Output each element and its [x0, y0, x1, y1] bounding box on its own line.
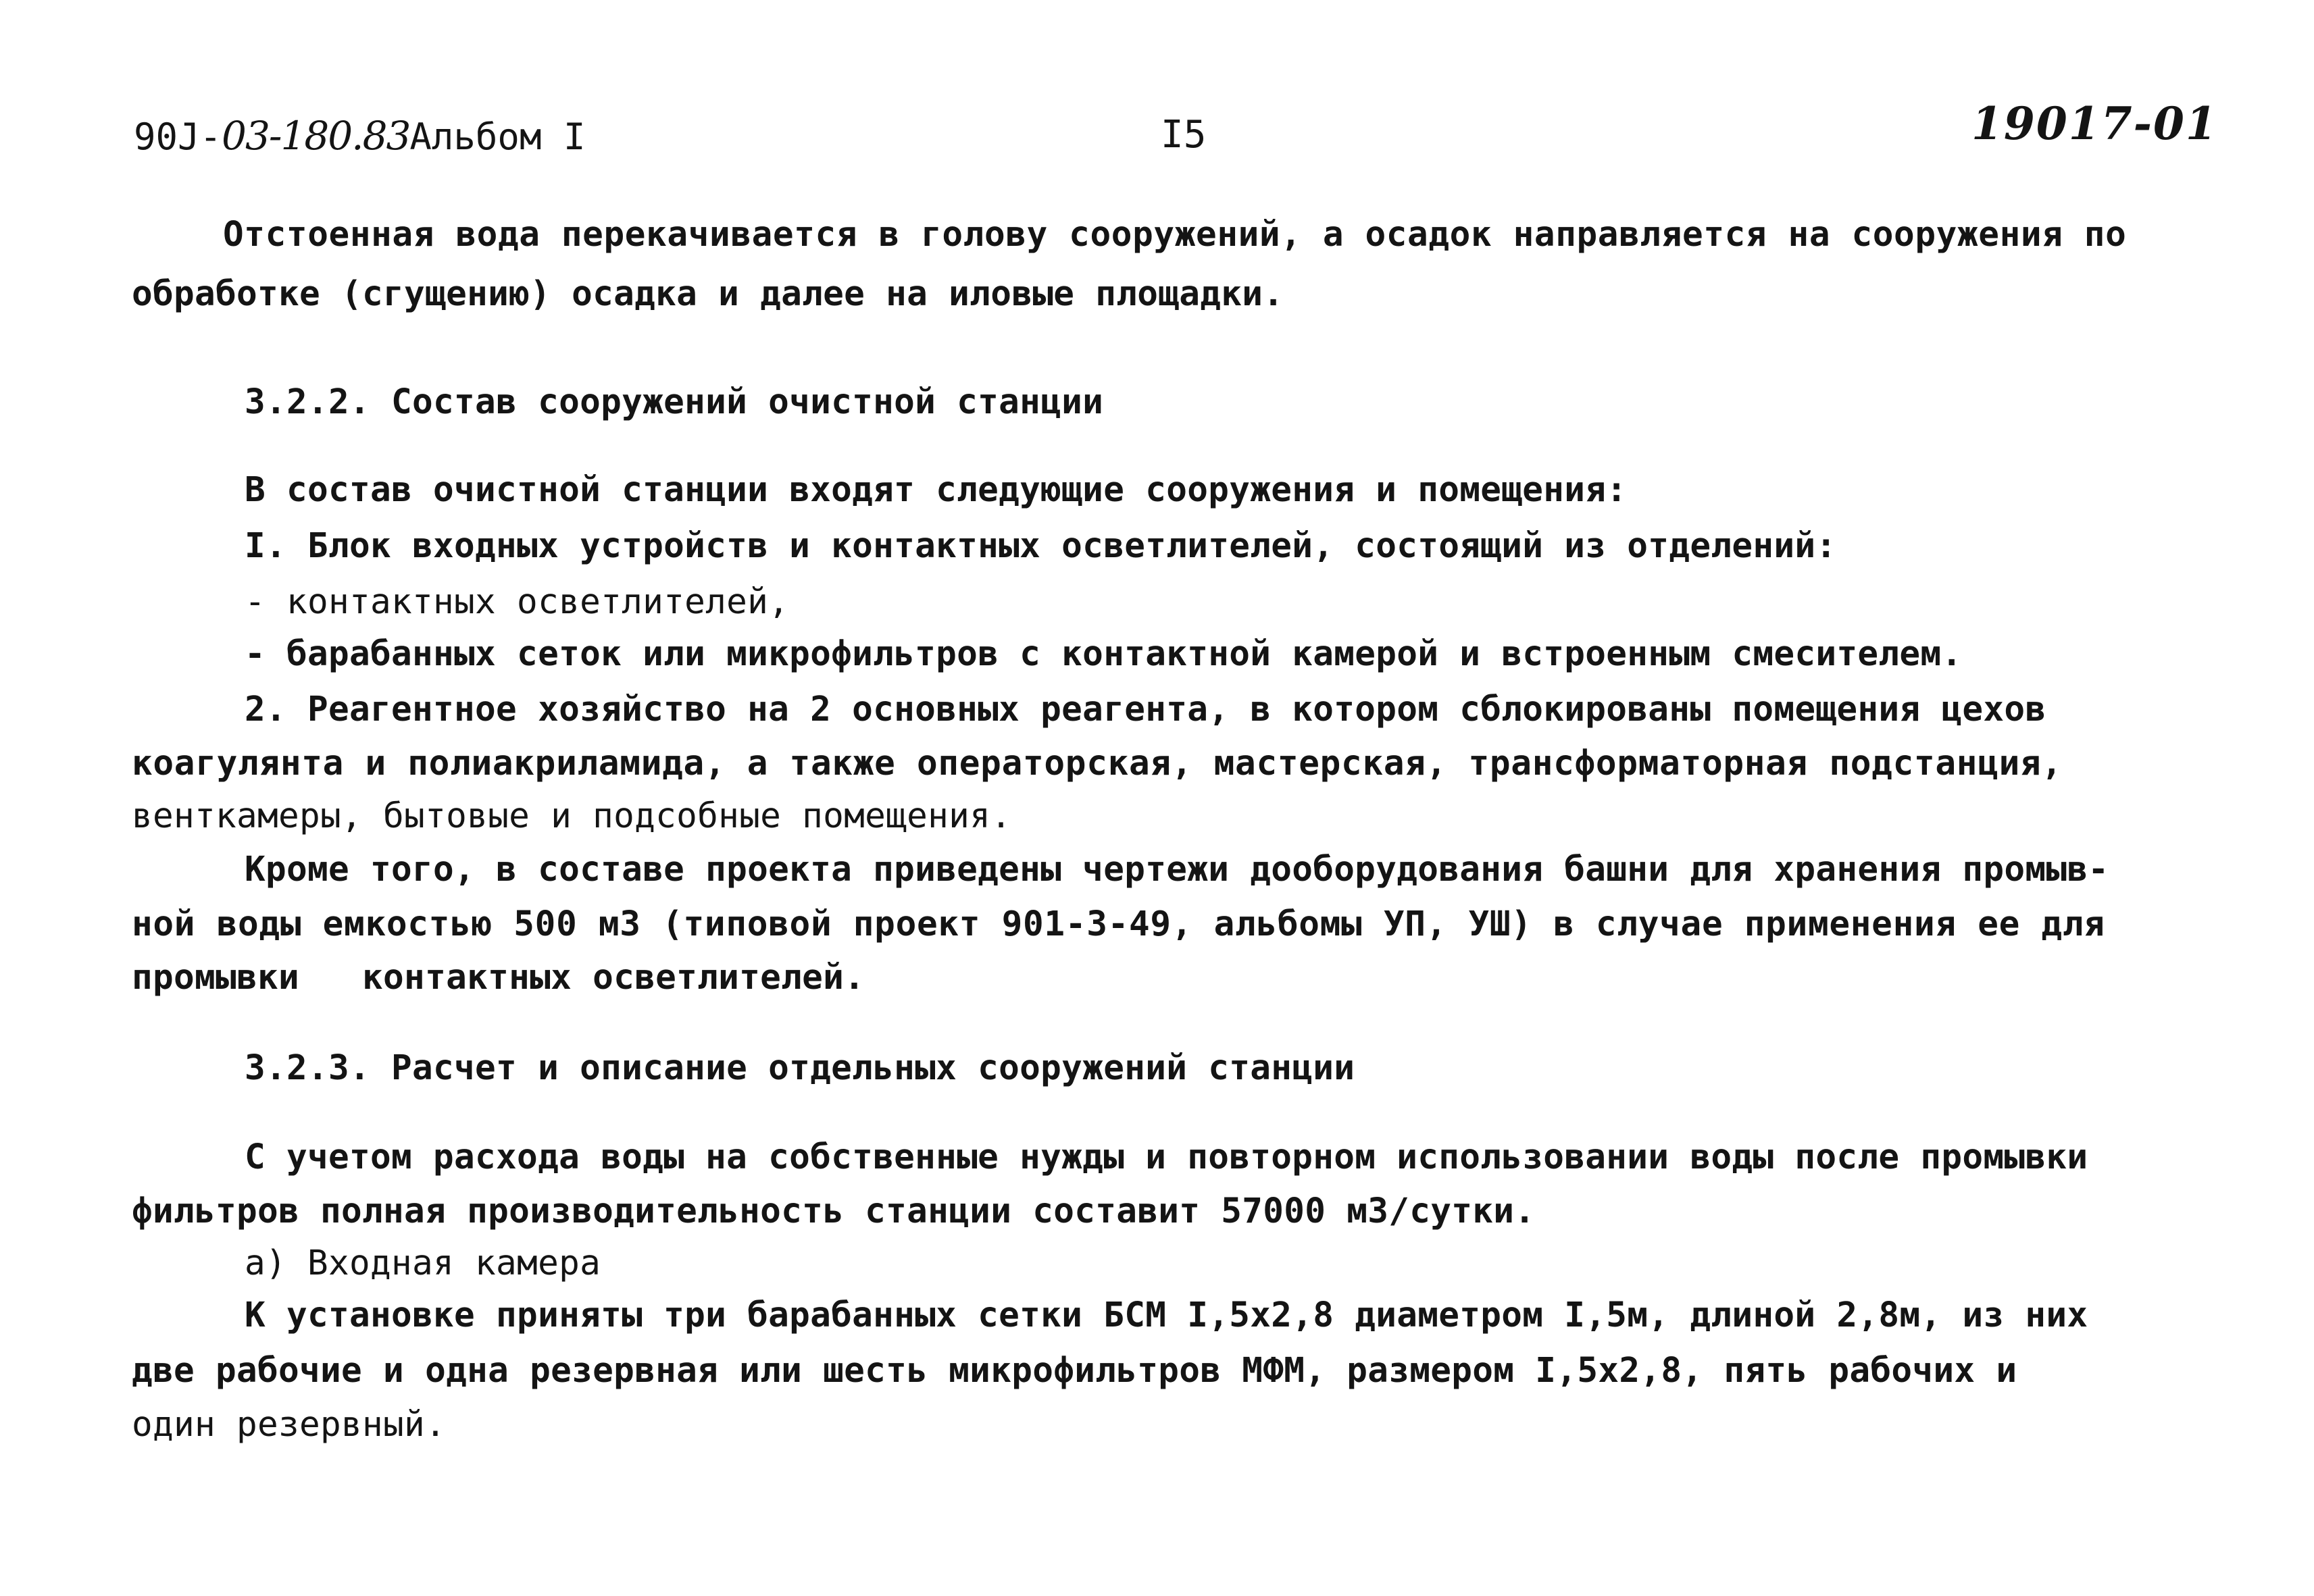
intro-line-2: обработке (сгущению) осадка и далее на иловые площадки. — [132, 274, 1284, 314]
document-code-prefix: 90Ј- — [134, 115, 222, 158]
section-323-para-1-line-1: С учетом расхода воды на собственные нужды и повторном использовании воды после промывки — [245, 1137, 2088, 1177]
section-322-extra-line-2: ной воды емкостью 500 м3 (типовой проект 901-3-49, альбомы УП, УШ) в случае применения ее для — [132, 904, 2105, 944]
document-code — [134, 113, 586, 159]
section-323-para-2-line-2: две рабочие и одна резервная или шесть микрофильтров МФМ, размером I,5х2,8, пять рабочих и — [132, 1351, 2017, 1391]
section-323-subheading-a: а) Входная камера — [245, 1243, 601, 1283]
section-323-para-2-line-3: один резервный. — [132, 1405, 447, 1445]
intro-line-1: Отстоенная вода перекачивается в голову сооружений, а осадок направляется на сооружения по — [223, 215, 2127, 255]
section-322-extra-line-3: промывки контактных осветлителей. — [132, 958, 865, 998]
section-323-heading: 3.2.3. Расчет и описание отдельных сооружений станции — [245, 1048, 1355, 1088]
section-322-dash-2: - барабанных сеток или микрофильтров с контактной камерой и встроенным смесителем. — [245, 634, 1963, 674]
album-label: Альбом I — [409, 115, 586, 158]
section-322-item-2-line-1: 2. Реагентное хозяйство на 2 основных реагента, в котором сблокированы помещения цехов — [245, 690, 2046, 729]
inventory-number: 19017-01 — [1971, 97, 2218, 150]
section-323-para-2-line-1: К установке приняты три барабанных сетки БСМ I,5х2,8 диаметром I,5м, длиной 2,8м, из них — [245, 1295, 2088, 1335]
section-322-heading: 3.2.2. Состав сооружений очистной станции — [245, 382, 1104, 422]
section-323-para-1-line-2: фильтров полная производительность станции составит 57000 м3/сутки. — [132, 1191, 1536, 1231]
page-number: I5 — [1161, 113, 1207, 157]
document-code-handwritten: 03-180.83 — [222, 113, 410, 159]
section-322-item-2-line-3: венткамеры, бытовые и подсобные помещения. — [132, 796, 1012, 836]
section-322-dash-1: - контактных осветлителей, — [245, 582, 790, 622]
section-322-extra-line-1: Кроме того, в составе проекта приведены чертежи дооборудования башни для хранения промыв- — [245, 850, 2109, 890]
section-322-item-1: I. Блок входных устройств и контактных осветлителей, состоящий из отделений: — [245, 526, 1837, 566]
section-322-lead: В состав очистной станции входят следующие сооружения и помещения: — [245, 470, 1628, 510]
section-322-item-2-line-2: коагулянта и полиакриламида, а также операторская, мастерская, трансформаторная подстанция, — [132, 744, 2063, 783]
